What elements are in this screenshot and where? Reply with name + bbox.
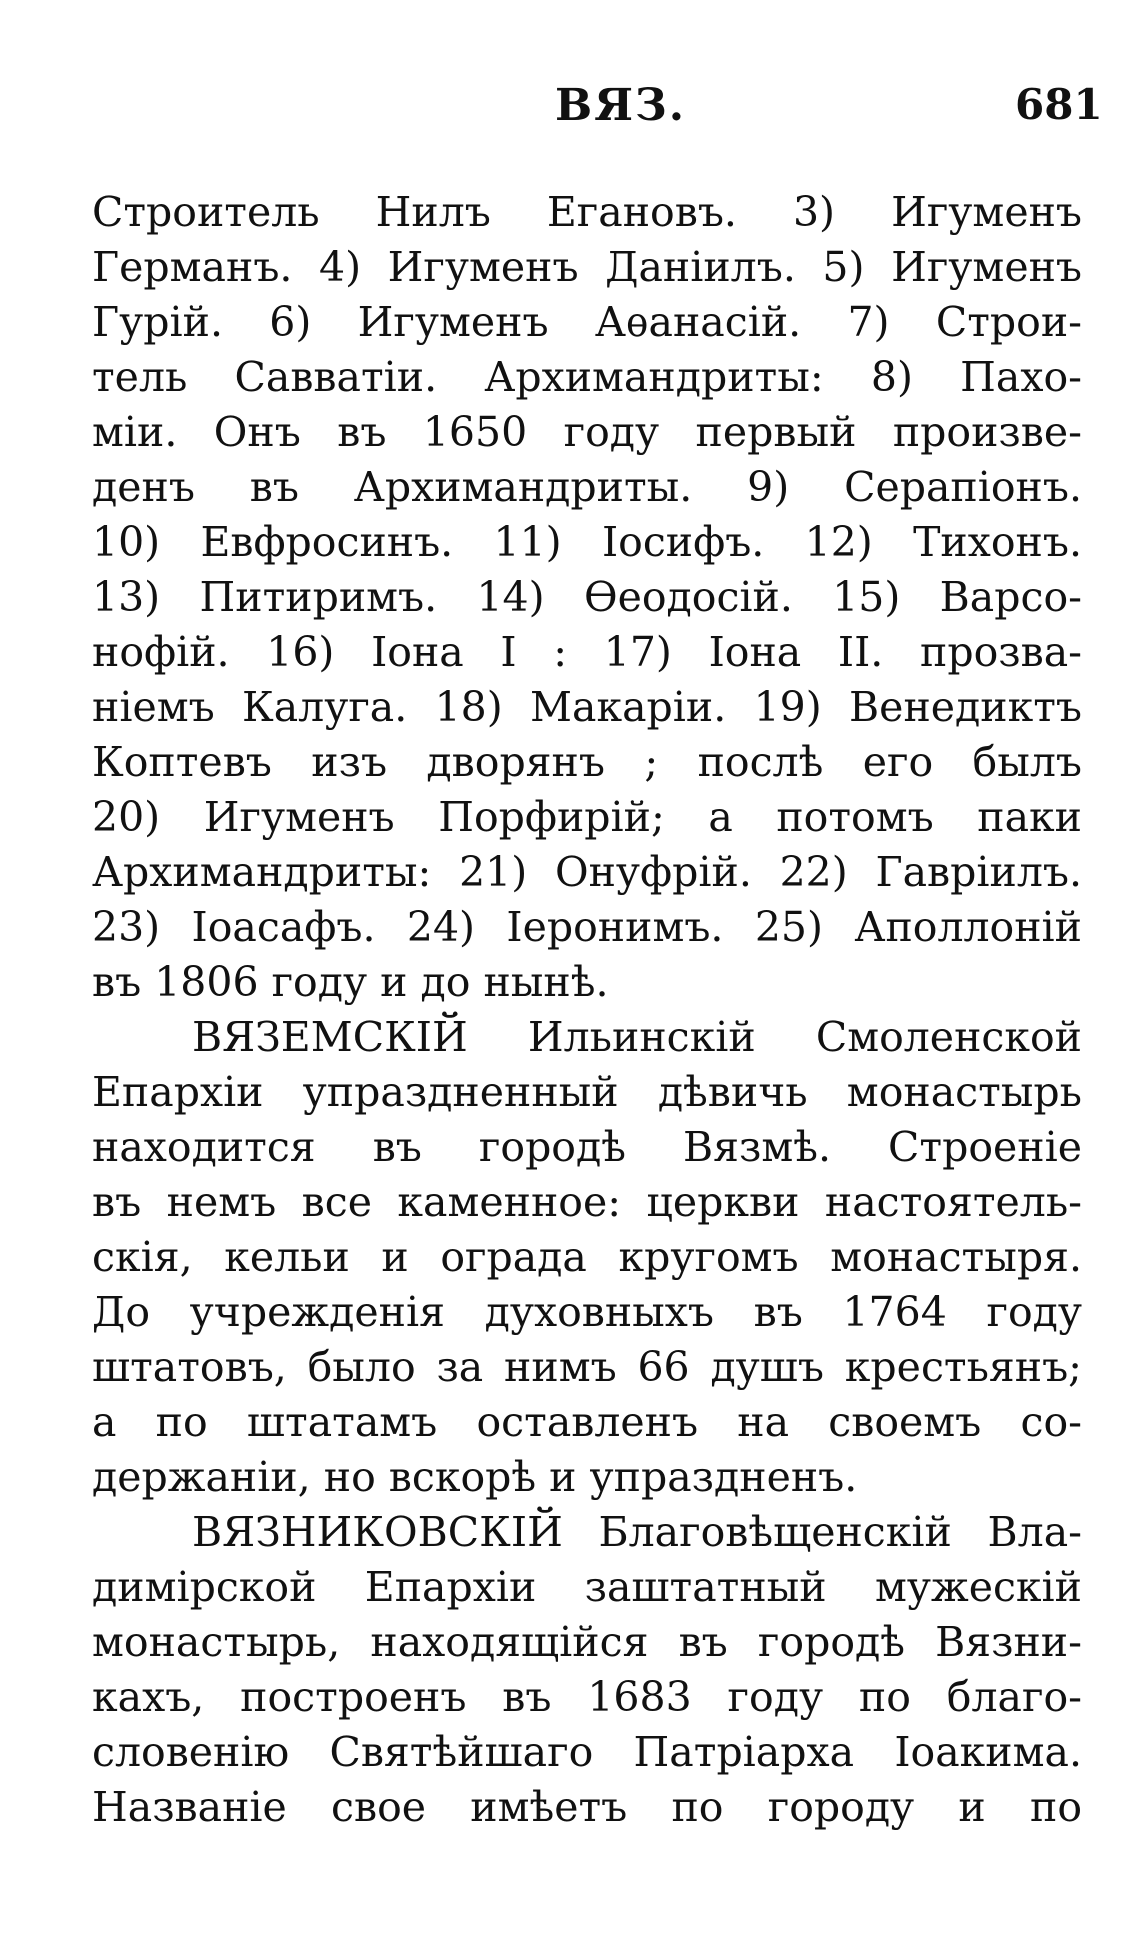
running-title: ВЯЗ. (555, 80, 687, 131)
text-line: штатовъ, было за нимъ 66 душъ крестьянъ; (92, 1343, 1082, 1391)
text-line: словенію Святѣйшаго Патріарха Іоакима. (92, 1728, 1082, 1776)
text-line: монастырь, находящійся въ городѣ Вязни- (92, 1618, 1082, 1666)
text-line: ніемъ Калуга. 18) Макаріи. 19) Венедиктъ (92, 683, 1082, 731)
text-line: кахъ, построенъ въ 1683 году по благо- (92, 1673, 1082, 1721)
text-line: До учрежденія духовныхъ въ 1764 году (92, 1288, 1082, 1336)
text-line: міи. Онъ въ 1650 году первый произве- (92, 408, 1082, 456)
text-line: Германъ. 4) Игуменъ Даніилъ. 5) Игуменъ (92, 243, 1082, 291)
text-line: Епархіи упраздненный дѣвичь монастырь (92, 1068, 1082, 1116)
entry-heading-line: ВЯЗЕМСКІЙ Ильинскій Смоленской (192, 1013, 1082, 1061)
text-line: нофій. 16) Іона I : 17) Іона II. прозва- (92, 628, 1082, 676)
text-line: 13) Питиримъ. 14) Ѳеодосій. 15) Варсо- (92, 573, 1082, 621)
text-line: денъ въ Архимандриты. 9) Серапіонъ. (92, 463, 1082, 511)
text-line: Названіе свое имѣетъ по городу и по (92, 1783, 1082, 1831)
body-text (92, 185, 1082, 1835)
text-line: димірской Епархіи заштатный мужескій (92, 1563, 1082, 1611)
text-line: въ немъ все каменное: церкви настоятель- (92, 1178, 1082, 1226)
text-line: 20) Игуменъ Порфирій; а потомъ паки (92, 793, 1082, 841)
text-line: скія, кельи и ограда кругомъ монастыря. (92, 1233, 1082, 1281)
text-line: Коптевъ изъ дворянъ ; послѣ его былъ (92, 738, 1082, 786)
text-line: держаніи, но вскорѣ и упраздненъ. (92, 1453, 858, 1501)
page-number: 681 (1015, 80, 1103, 129)
text-line: 23) Іоасафъ. 24) Іеронимъ. 25) Аполлоній (92, 903, 1082, 951)
text-line: Архимандриты: 21) Онуфрій. 22) Гавріилъ. (92, 848, 1082, 896)
text-line: въ 1806 году и до нынѣ. (92, 958, 609, 1006)
text-line: Строитель Нилъ Егановъ. 3) Игуменъ (92, 188, 1082, 236)
text-line: тель Савватіи. Архимандриты: 8) Пахо- (92, 353, 1082, 401)
text-line: а по штатамъ оставленъ на своемъ со- (92, 1398, 1082, 1446)
text-line: 10) Евфросинъ. 11) Іосифъ. 12) Тихонъ. (92, 518, 1082, 566)
entry-heading-line: ВЯЗНИКОВСКІЙ Благовѣщенскій Вла- (192, 1508, 1082, 1556)
text-line: находится въ городѣ Вязмѣ. Строеніе (92, 1123, 1082, 1171)
running-header (0, 80, 1140, 140)
text-line: Гурій. 6) Игуменъ Аѳанасій. 7) Строи- (92, 298, 1082, 346)
